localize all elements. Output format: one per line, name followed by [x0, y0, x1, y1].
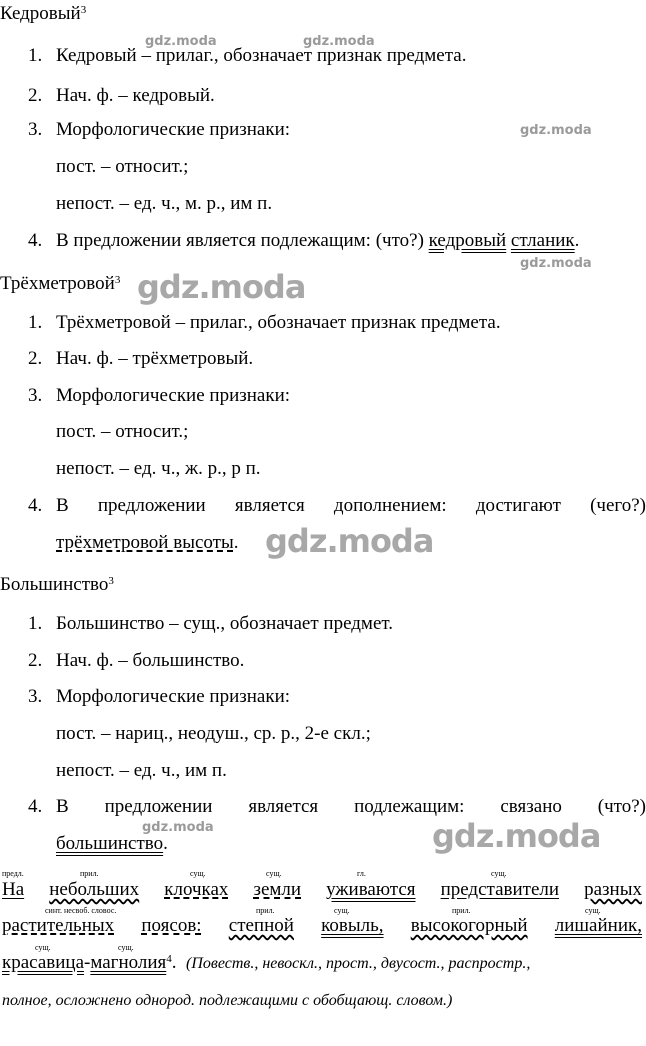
section-2-item-2: 2. Нач. ф. – трёхметровый. — [28, 348, 254, 369]
word: достигают — [475, 495, 561, 516]
watermark: gdz.moda — [142, 820, 214, 835]
pos-tag: сущ. — [266, 869, 282, 878]
word: клочках — [164, 879, 229, 900]
watermark: gdz.moda — [303, 34, 375, 49]
pos-tag: сущ. — [190, 869, 206, 878]
pos-tag: прил. — [452, 906, 471, 915]
word: ковыль, — [321, 915, 384, 936]
pos-tag: сущ. — [585, 906, 601, 915]
word: предложении — [104, 796, 213, 817]
word: является — [248, 796, 319, 817]
pos-tag: прил. — [80, 869, 99, 878]
section-1-item-1: 1. Кедровый – прилаг., обозначает признак предмета. — [28, 45, 467, 66]
pos-tag: сущ. — [491, 869, 507, 878]
section-3-nonconst: непост. – ед. ч., им п. — [56, 760, 227, 781]
word: подлежащим: — [354, 796, 465, 817]
word: земли — [253, 879, 302, 900]
section-2-item-4-cont: трёхметровой высоты. — [56, 532, 239, 553]
section-3-item-2: 2. Нач. ф. – большинство. — [28, 650, 245, 671]
section-3-const: пост. – нариц., неодуш., ср. р., 2-е скл.; — [56, 723, 371, 744]
sentence-analysis-2: полное, осложнено однород. подлежащими с обобщающ. словом.) — [2, 992, 453, 1009]
section-1-item-3: 3. Морфологические признаки: — [28, 119, 291, 140]
word: высокогорный — [410, 915, 528, 936]
watermark: gdz.moda — [265, 522, 434, 560]
section-3-item-1: 1. Большинство – сущ., обозначает предмет. — [28, 613, 393, 634]
section-1-nonconst: непост. – ед. ч., м. р., им п. — [56, 193, 273, 214]
word: степной — [228, 915, 294, 936]
section-3-item-4 — [28, 796, 646, 818]
pos-tag: предл. — [2, 869, 24, 878]
section-2-item-3: 3. Морфологические признаки: — [28, 385, 291, 406]
item-4-number: 4. В — [28, 495, 69, 516]
section-1-item-2: 2. Нач. ф. – кедровый. — [28, 85, 215, 106]
word: дополнением: — [333, 495, 447, 516]
word: (что?) — [597, 796, 646, 817]
sentence-line-2 — [2, 915, 642, 937]
watermark: gdz.moda — [137, 268, 306, 306]
word: небольших — [49, 879, 140, 900]
item-4-number: 4. В — [28, 796, 69, 817]
watermark: gdz.moda — [520, 123, 592, 138]
pos-tag: сущ. — [334, 906, 350, 915]
word: (чего?) — [590, 495, 646, 516]
section-2-title: Трёхметровой$^3$ — [0, 273, 121, 294]
word: связано — [500, 796, 562, 817]
pos-tag: сущ. — [118, 943, 134, 952]
section-3-item-4-cont: большинство. — [56, 833, 168, 854]
word: является — [234, 495, 305, 516]
word: На — [2, 879, 25, 900]
pos-tag: синт. несвоб. словос. — [45, 906, 117, 915]
word: растительных — [2, 915, 115, 936]
section-1-const: пост. – относит.; — [56, 156, 189, 177]
pos-tag: гл. — [357, 869, 366, 878]
word: предложении — [97, 495, 206, 516]
sentence-line-1 — [2, 879, 642, 901]
watermark: gdz.moda — [432, 817, 601, 855]
word: поясов: — [141, 915, 202, 936]
section-1-title: Кедровый$^3$ — [0, 3, 87, 24]
section-2-nonconst: непост. – ед. ч., ж. р., р п. — [56, 458, 261, 479]
section-1-item-4: 4. В предложении является подлежащим: (что?) кедровый стланик. — [28, 230, 580, 251]
sentence-line-3: красавица-магнолия$^4$. (Повеств., невоскл., прост., двусост., распростр., — [2, 952, 531, 973]
section-2-item-1: 1. Трёхметровой – прилаг., обозначает признак предмета. — [28, 312, 501, 333]
pos-tag: сущ. — [35, 943, 51, 952]
section-3-item-3: 3. Морфологические признаки: — [28, 686, 291, 707]
watermark: gdz.moda — [520, 256, 592, 271]
section-3-title: Большинство$^3$ — [0, 574, 114, 595]
pos-tag: прил. — [256, 906, 275, 915]
section-2-const: пост. – относит.; — [56, 421, 189, 442]
watermark: gdz.moda — [145, 34, 217, 49]
word: уживаются — [326, 879, 416, 900]
word: лишайник, — [554, 915, 642, 936]
word: разных — [584, 879, 642, 900]
word: представители — [440, 879, 560, 900]
section-2-item-4 — [28, 495, 646, 517]
